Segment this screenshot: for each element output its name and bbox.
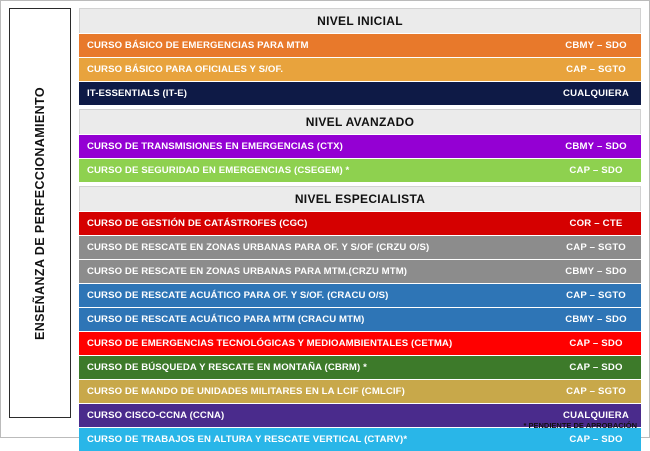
course-rank-code: CBMY – SDO xyxy=(551,135,641,158)
course-rank-code: CAP – SGTO xyxy=(551,58,641,81)
course-row xyxy=(79,236,641,259)
course-name: CURSO DE GESTIÓN DE CATÁSTROFES (CGC) xyxy=(79,212,551,235)
course-rank-code: CBMY – SDO xyxy=(551,308,641,331)
course-rank-code: CUALQUIERA xyxy=(551,404,641,427)
course-row xyxy=(79,159,641,182)
course-name: CURSO DE EMERGENCIAS TECNOLÓGICAS Y MEDIOAMBIENTALES (CETMA) xyxy=(79,332,551,355)
section-header: NIVEL INICIAL xyxy=(79,8,641,33)
course-name: CURSO DE RESCATE EN ZONAS URBANAS PARA OF. Y S/OF (CRZU O/S) xyxy=(79,236,551,259)
course-row xyxy=(79,308,641,331)
course-name: CURSO CISCO-CCNA (CCNA) xyxy=(79,404,551,427)
course-name: IT-ESSENTIALS (IT-E) xyxy=(79,82,551,105)
course-name: CURSO BÁSICO DE EMERGENCIAS PARA MTM xyxy=(79,34,551,57)
footnote: * PENDIENTE DE APROBACIÓN xyxy=(523,421,637,430)
course-rank-code: COR – CTE xyxy=(551,212,641,235)
course-name: CURSO DE BÚSQUEDA Y RESCATE EN MONTAÑA (CBRM) * xyxy=(79,356,551,379)
sidebar-label: ENSEÑANZA DE PERFECCIONAMIENTO xyxy=(33,86,47,340)
course-name: CURSO DE RESCATE EN ZONAS URBANAS PARA MTM.(CRZU MTM) xyxy=(79,260,551,283)
sidebar-vertical-title xyxy=(9,8,71,418)
course-name: CURSO DE MANDO DE UNIDADES MILITARES EN LA LCIF (CMLCIF) xyxy=(79,380,551,403)
course-name: CURSO DE RESCATE ACUÁTICO PARA OF. Y S/OF. (CRACU O/S) xyxy=(79,284,551,307)
course-rank-code: CAP – SGTO xyxy=(551,284,641,307)
course-row xyxy=(79,356,641,379)
course-name: CURSO DE RESCATE ACUÁTICO PARA MTM (CRACU MTM) xyxy=(79,308,551,331)
course-name: CURSO DE TRABAJOS EN ALTURA Y RESCATE VERTICAL (CTARV)* xyxy=(79,428,551,451)
course-name: CURSO DE SEGURIDAD EN EMERGENCIAS (CSEGEM) * xyxy=(79,159,551,182)
course-rank-code: CBMY – SDO xyxy=(551,260,641,283)
course-row xyxy=(79,34,641,57)
course-rank-code: CUALQUIERA xyxy=(551,82,641,105)
course-rank-code: CAP – SDO xyxy=(551,332,641,355)
course-row xyxy=(79,284,641,307)
course-row xyxy=(79,135,641,158)
course-row xyxy=(79,332,641,355)
course-row xyxy=(79,58,641,81)
course-rank-code: CAP – SGTO xyxy=(551,380,641,403)
levels-container xyxy=(79,8,641,451)
course-row xyxy=(79,260,641,283)
course-rank-code: CAP – SGTO xyxy=(551,236,641,259)
course-rank-code: CAP – SDO xyxy=(551,159,641,182)
course-rank-code: CAP – SDO xyxy=(551,428,641,451)
section-header: NIVEL ESPECIALISTA xyxy=(79,186,641,211)
course-name: CURSO DE TRANSMISIONES EN EMERGENCIAS (CTX) xyxy=(79,135,551,158)
course-name: CURSO BÁSICO PARA OFICIALES Y S/OF. xyxy=(79,58,551,81)
course-rank-code: CAP – SDO xyxy=(551,356,641,379)
course-row xyxy=(79,82,641,105)
course-row xyxy=(79,380,641,403)
course-row xyxy=(79,428,641,451)
course-row xyxy=(79,212,641,235)
section-header: NIVEL AVANZADO xyxy=(79,109,641,134)
course-rank-code: CBMY – SDO xyxy=(551,34,641,57)
